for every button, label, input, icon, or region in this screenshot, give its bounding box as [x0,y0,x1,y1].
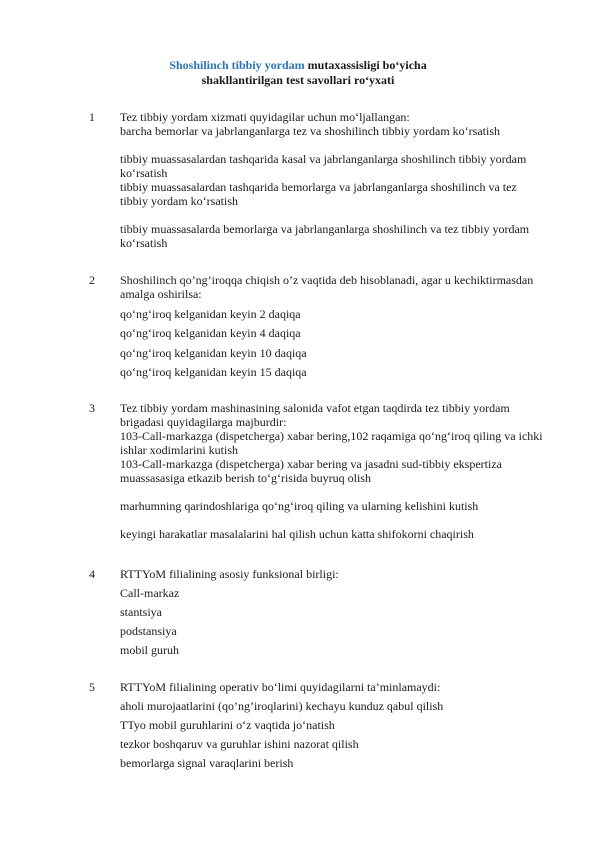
answer-option: qo‘ng‘iroq kelganidan keyin 10 daqiqa [120,346,307,360]
question-number: 4 [89,567,95,581]
answer-option: aholi murojaatlarini (qo’ng’iroqlarini) kechayu kunduz qabul qilish [120,699,444,713]
answer-option: marhumning qarindoshlariga qo‘ng‘iroq qiling va ularning kelishini kutish [120,499,479,513]
question-text: RTTYoM filialining operativ bo‘limi quyidagilarni ta’minlamaydi: [120,680,441,694]
answer-option: tezkor boshqaruv va guruhlar ishini nazorat qilish [120,737,359,751]
question-text: Tez tibbiy yordam mashinasining salonida vafot etgan taqdirda tez tibbiy yordam brigadasi quyidagilarga majburdir: [120,401,510,429]
question-text: Shoshilinch qo’ng’iroqqa chiqish o’z vaqtida deb hisoblanadi, agar u kechiktirmasdan amalga oshirilsa: [120,273,534,301]
answer-option: bemorlarga signal varaqlarini berish [120,756,294,770]
question-number: 5 [89,680,95,694]
answer-option: podstansiya [120,624,177,638]
answer-option: barcha bemorlar va jabrlanganlarga tez va shoshilinch tibbiy yordam ko‘rsatish [120,124,500,138]
answer-option: 103-Call-markazga (dispetcherga) xabar bering,102 raqamiga qo‘ng‘iroq qiling va ichki ishlar xodimlarini kutish [120,429,543,457]
question-number: 3 [89,401,95,415]
answer-option: qo‘ng‘iroq kelganidan keyin 15 daqiqa [120,365,307,379]
answer-option: Call-markaz [120,586,180,600]
question-text: Tez tibbiy yordam xizmati quyidagilar uchun mo‘ljallangan: [120,110,410,124]
answer-option: stantsiya [120,605,162,619]
document-subtitle: shakllantirilgan test savollari ro‘yxati [201,73,395,87]
answer-option: keyingi harakatlar masalalarini hal qilish uchun katta shifokorni chaqirish [120,527,474,541]
answer-option: tibbiy muassasalarda bemorlarga va jabrlanganlarga shoshilinch va tez tibbiy yordam ko‘rsatish [120,222,530,250]
question-number: 1 [89,110,95,124]
title-rest: mutaxassisligi bo‘yicha [304,58,427,72]
question-text: RTTYoM filialining asosiy funksional birligi: [120,567,339,581]
question-number: 2 [89,273,95,287]
answer-option: qo‘ng‘iroq kelganidan keyin 4 daqiqa [120,326,301,340]
answer-option: tibbiy muassasalardan tashqarida kasal va jabrlanganlarga shoshilinch tibbiy yordam ko‘rsatish [120,152,527,180]
answer-option: mobil guruh [120,643,179,657]
answer-option: qo‘ng‘iroq kelganidan keyin 2 daqiqa [120,307,301,321]
answer-option: TTyo mobil guruhlarini o‘z vaqtida jo‘natish [120,718,335,732]
title-highlight: Shoshilinch tibbiy yordam [169,58,305,72]
document-title [0,58,596,73]
answer-option: tibbiy muassasalardan tashqarida bemorlarga va jabrlanganlarga shoshilinch va tez tibbiy yordam ko‘rsatish [120,180,517,208]
answer-option: 103-Call-markazga (dispetcherga) xabar bering va jasadni sud-tibbiy ekspertiza muassasasiga etkazib berish to‘g‘risida buyruq olish [120,457,502,485]
